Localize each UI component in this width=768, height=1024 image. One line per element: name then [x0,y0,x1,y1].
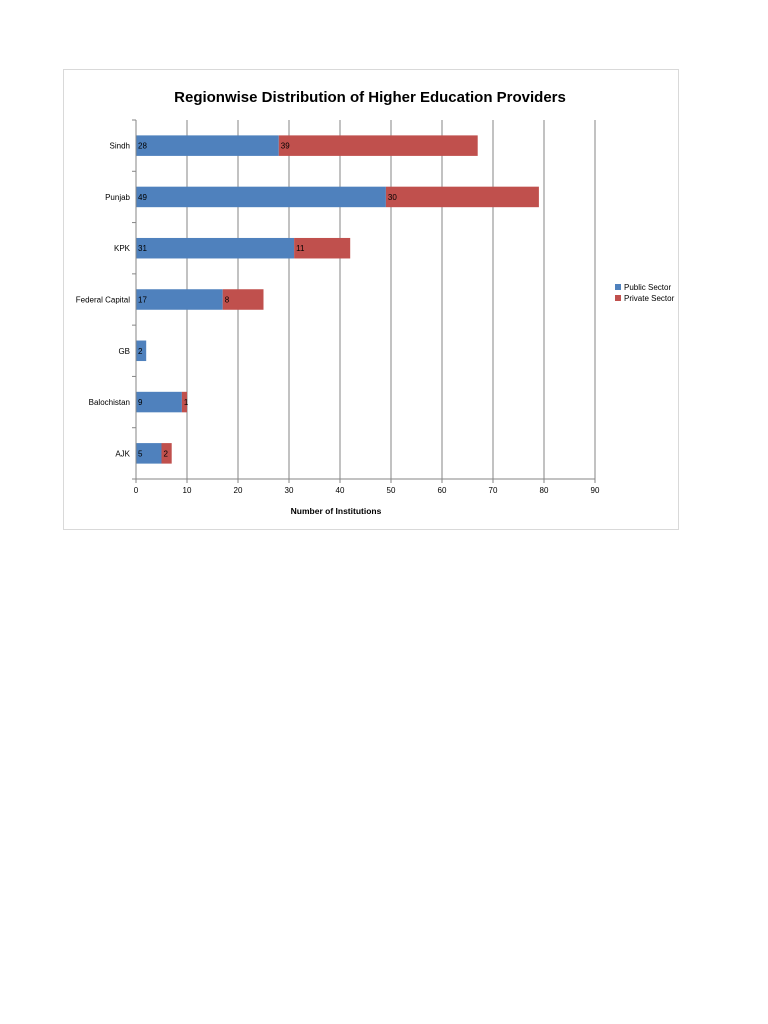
bar-public-sector-balochistan [136,392,182,413]
bar-private-sector-sindh [279,135,478,156]
x-tick-label-50: 50 [386,486,396,495]
x-tick-label-90: 90 [590,486,600,495]
chart-svg [64,70,680,531]
x-tick-label-30: 30 [284,486,294,495]
data-label-private-sector-punjab: 30 [387,192,397,202]
category-label-balochistan: Balochistan [88,398,130,408]
data-label-private-sector-federal-capital: 8 [224,295,230,305]
data-label-private-sector-sindh: 39 [280,141,290,151]
x-tick-label-40: 40 [335,486,345,495]
x-tick-label-60: 60 [437,486,447,495]
data-label-public-sector-gb: 2 [138,346,143,356]
data-label-private-sector-balochistan: 1 [183,398,189,408]
x-tick-label-80: 80 [539,486,549,495]
x-tick-label-10: 10 [182,486,192,495]
legend-swatch-private-sector [615,295,621,301]
bars-layer [136,135,539,463]
category-label-sindh: Sindh [109,141,130,151]
chart-frame [63,69,679,530]
data-label-public-sector-ajk: 5 [138,449,143,459]
category-label-punjab: Punjab [105,192,130,202]
data-label-public-sector-kpk: 31 [138,244,147,254]
x-tick-label-20: 20 [233,486,243,495]
legend [615,283,675,303]
x-axis-title: Number of Institutions [290,506,382,516]
category-label-gb: GB [118,346,130,356]
category-label-ajk: AJK [115,449,130,459]
data-label-public-sector-balochistan: 9 [138,398,143,408]
data-label-public-sector-punjab: 49 [138,192,147,202]
x-tick-label-0: 0 [133,486,139,495]
legend-swatch-public-sector [615,284,621,290]
chart-title: Regionwise Distribution of Higher Education Providers [174,89,566,106]
data-label-public-sector-sindh: 28 [138,141,147,151]
data-label-private-sector-kpk: 11 [296,244,305,254]
data-label-public-sector-federal-capital: 17 [138,295,147,305]
x-tick-label-70: 70 [488,486,498,495]
bar-public-sector-punjab [136,187,386,208]
bar-public-sector-federal-capital [136,289,223,310]
legend-label-public-sector: Public Sector [624,283,672,292]
bar-private-sector-punjab [386,187,539,208]
category-label-federal-capital: Federal Capital [75,295,130,305]
bar-public-sector-kpk [136,238,294,259]
legend-label-private-sector: Private Sector [624,294,675,303]
bar-public-sector-sindh [136,135,279,156]
category-label-kpk: KPK [113,244,130,254]
data-label-private-sector-ajk: 2 [163,449,168,459]
